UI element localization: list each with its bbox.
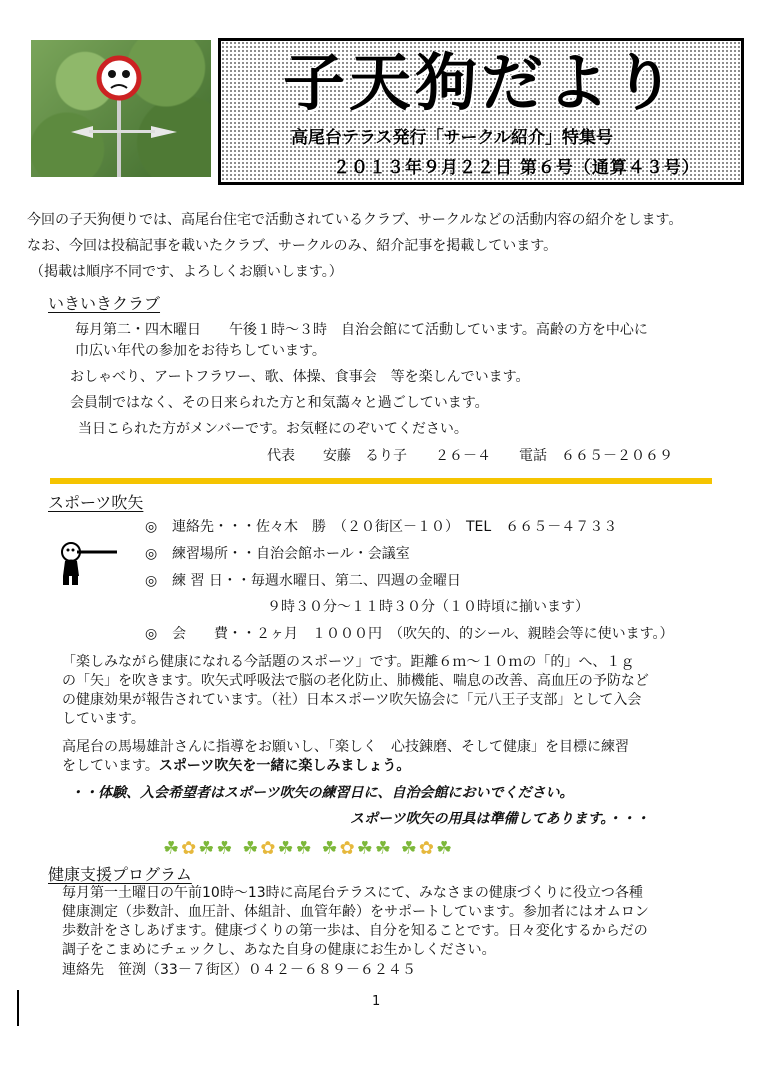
health-line: 歩数計をさしあげます。健康づくりの第一歩は、自分を知ることです。日々変化するからだの: [62, 923, 648, 939]
health-line: 健康測定（歩数計、血圧計、体組計、血管年齢）をサポートしています。参加者にはオムロン: [62, 904, 649, 920]
ikiiki-line: 会員制ではなく、その日来られた方と和気藹々と過ごしています。: [70, 395, 489, 411]
ikiiki-line: 巾広い年代の参加をお待ちしています。: [75, 343, 326, 359]
bullet-icon: ◎: [145, 519, 158, 535]
sports-place: 練習場所・・自治会館ホール・会議室: [172, 546, 410, 562]
clover-divider: ☘✿☘☘ ☘✿☘☘ ☘✿☘☘ ☘✿☘: [163, 838, 455, 859]
blowgun-figure-icon: [57, 538, 119, 592]
title-box: [218, 38, 744, 185]
sports-days: 練 習 日・・毎週水曜日、第二、四週の金曜日: [172, 573, 461, 589]
health-line: 毎月第一土曜日の午前10時～13時に高尾台テラスにて、みなさまの健康づくりに役立つ各種: [62, 885, 643, 901]
section-heading-health: 健康支援プログラム: [48, 865, 192, 884]
bullet-icon: ◎: [145, 626, 158, 642]
intro-line: （掲載は順序不同です、よろしくお願いします。）: [30, 264, 343, 280]
intro-line: 今回の子天狗便りでは、高尾台住宅で活動されているクラブ、サークルなどの活動内容の紹介をします。: [27, 212, 683, 228]
sports-fee: 会 費・・２ヶ月 １０００円 （吹矢的、的シール、親睦会等に使います。）: [172, 626, 674, 642]
newsletter-subtitle: 高尾台テラス発行「サークル紹介」特集号: [291, 128, 613, 148]
newsletter-title: 子天狗だより: [282, 46, 679, 119]
sports-para-plain: をしています。: [62, 758, 159, 774]
sports-note: ・・体験、入会希望者はスポーツ吹矢の練習日に、自治会館においでください。: [70, 785, 574, 801]
health-line: 調子をこまめにチェックし、あなた自身の健康にお生かしください。: [62, 942, 496, 958]
margin-marker: [17, 990, 19, 1026]
bullet-icon: ◎: [145, 573, 158, 589]
tengu-sign-photo: [31, 40, 211, 177]
section-heading-ikiiki: いきいきクラブ: [48, 294, 161, 313]
sports-para-emphasis: スポーツ吹矢を一緒に楽しみましょう。: [158, 758, 411, 774]
ikiiki-line: 当日こられた方がメンバーです。お気軽にのぞいてください。: [78, 421, 468, 437]
health-contact: 連絡先 笹渕（33－７街区）０４２－６８９－６２４５: [62, 962, 416, 978]
sports-para-line: 高尾台の馬場雄計さんに指導をお願いし、「楽しく 心技錬磨、そして健康」を目標に練習: [62, 739, 629, 755]
issue-date: ２０１３年９月２２日 第６号（通算４３号）: [333, 158, 700, 178]
sports-note: スポーツ吹矢の用具は準備してあります。・・・: [350, 811, 650, 827]
ikiiki-line: おしゃべり、アートフラワー、歌、体操、食事会 等を楽しんでいます。: [70, 369, 530, 385]
sports-para-line: の「矢」を吹きます。吹矢式呼吸法で脳の老化防止、肺機能、喘息の改善、高血圧の予防など: [62, 673, 649, 689]
sports-time: ９時３０分～１１時３０分（１０時頃に揃います）: [267, 599, 589, 615]
header-photo: [31, 40, 211, 177]
ikiiki-line: 毎月第二・四木曜日 午後１時～３時 自治会館にて活動しています。高齢の方を中心に: [75, 322, 648, 338]
sports-para-line: の健康効果が報告されています。（社）日本スポーツ吹矢協会に「元八王子支部」として入会: [62, 692, 642, 708]
bullet-icon: ◎: [145, 546, 158, 562]
sports-para-line: [62, 756, 410, 776]
page-number: 1: [372, 994, 381, 1009]
section-divider: [50, 478, 712, 484]
ikiiki-representative: 代表 安藤 るり子 ２６－４ 電話 ６６５－２０６９: [267, 448, 673, 464]
sports-para-line: 「楽しみながら健康になれる今話題のスポーツ」です。距離６ｍ～１０ｍの「的」へ、１ｇ: [62, 654, 635, 670]
sports-contact: 連絡先・・・佐々木 勝 （２０街区－１０） TEL ６６５－４７３３: [172, 519, 618, 535]
intro-line: なお、今回は投稿記事を載いたクラブ、サークルのみ、紹介記事を掲載しています。: [27, 238, 558, 254]
section-heading-sports: スポーツ吹矢: [48, 493, 144, 512]
sports-para-line: しています。: [62, 711, 145, 727]
